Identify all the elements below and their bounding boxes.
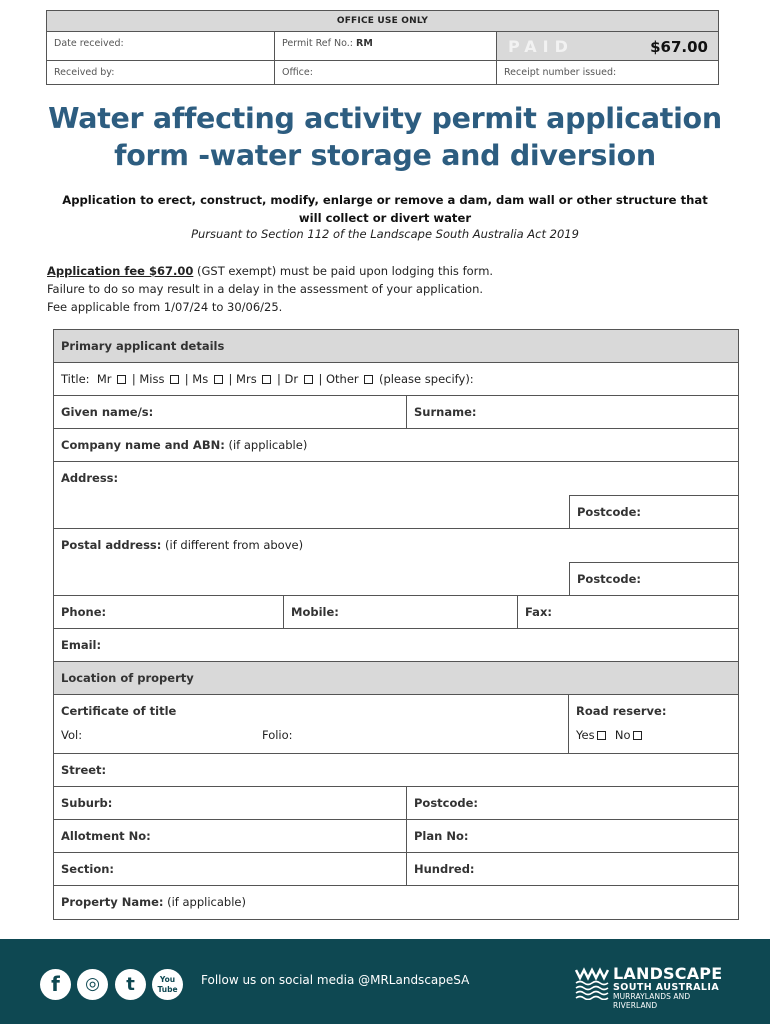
postal-postcode-field[interactable]: Postcode: [569, 562, 738, 595]
instagram-icon[interactable]: ◎ [77, 969, 108, 1000]
plan-no-field[interactable]: Plan No: [414, 829, 469, 843]
facebook-icon[interactable]: f [40, 969, 71, 1000]
office-use-box [46, 10, 719, 85]
road-reserve-no-checkbox[interactable] [633, 731, 642, 740]
location-header: Location of property [61, 671, 194, 685]
title-other-checkbox[interactable] [364, 375, 373, 384]
logo-region: MURRAYLANDS AND RIVERLAND [613, 992, 691, 1010]
title-miss-checkbox[interactable] [170, 375, 179, 384]
application-form [53, 329, 739, 920]
certificate-of-title-field[interactable]: Certificate of title Vol: Folio: [54, 695, 569, 753]
received-by-field[interactable]: Received by: [47, 61, 275, 84]
email-field[interactable]: Email: [61, 638, 102, 652]
permit-ref-field[interactable]: Permit Ref No.: RM [275, 32, 497, 60]
postal-address-field[interactable]: Postal address: (if different from above) Postcode: [54, 529, 738, 596]
property-postcode-field[interactable]: Postcode: [414, 796, 479, 810]
address-postcode-field[interactable]: Postcode: [569, 495, 738, 528]
follow-us-text: Follow us on social media @MRLandscapeSA [201, 973, 470, 987]
landscape-sa-logo [575, 964, 735, 1010]
title-dr-checkbox[interactable] [304, 375, 313, 384]
footer [0, 939, 770, 1024]
logo-title: LANDSCAPE [613, 964, 723, 983]
vol-label: Vol: [61, 728, 83, 742]
road-reserve-field: Road reserve: Yes No [576, 704, 667, 742]
primary-applicant-header: Primary applicant details [61, 339, 225, 353]
paid-watermark: PAID [508, 37, 574, 56]
receipt-number-field[interactable]: Receipt number issued: [504, 67, 617, 78]
subtitle: Application to erect, construct, modify, enlarge or remove a dam, dam wall or other structure that will collect or divert water [62, 193, 708, 225]
title-row: Title: Mr | Miss | Ms | Mrs | Dr | Other (please specify): [61, 372, 474, 386]
hundred-field[interactable]: Hundred: [414, 862, 475, 876]
pursuant-note: Pursuant to Section 112 of the Landscape South Australia Act 2019 [191, 227, 579, 241]
youtube-icon[interactable]: You Tube [152, 969, 183, 1000]
property-name-field[interactable]: Property Name: (if applicable) [61, 895, 246, 909]
mobile-field[interactable]: Mobile: [284, 596, 518, 628]
phone-field[interactable]: Phone: [54, 596, 284, 628]
section-field[interactable]: Section: [54, 853, 407, 885]
fax-field[interactable]: Fax: [525, 605, 552, 619]
allotment-field[interactable]: Allotment No: [54, 820, 407, 852]
twitter-icon[interactable]: t [115, 969, 146, 1000]
page-title: Water affecting activity permit application form -water storage and diversion [48, 102, 722, 172]
street-field[interactable]: Street: [61, 763, 107, 777]
title-ms-checkbox[interactable] [214, 375, 223, 384]
date-received-field[interactable]: Date received: [47, 32, 275, 60]
given-names-field[interactable]: Given name/s: [54, 396, 407, 428]
road-reserve-yes-checkbox[interactable] [597, 731, 606, 740]
office-field[interactable]: Office: [275, 61, 497, 84]
address-field[interactable]: Address: Postcode: [54, 462, 738, 529]
title-mr-checkbox[interactable] [117, 375, 126, 384]
office-use-header: OFFICE USE ONLY [47, 11, 718, 32]
permit-ref-prefix: RM [356, 38, 373, 49]
logo-subtitle: SOUTH AUSTRALIA [613, 982, 720, 993]
fee-amount: $67.00 [650, 38, 708, 56]
company-field[interactable]: Company name and ABN: (if applicable) [61, 438, 308, 452]
folio-label: Folio: [262, 728, 293, 742]
paid-cell [497, 32, 718, 60]
suburb-field[interactable]: Suburb: [54, 787, 407, 819]
surname-field[interactable]: Surname: [414, 405, 477, 419]
fee-notice: Application fee $67.00 (GST exempt) must be paid upon lodging this form. Failure to do so may result in a delay in the assessment of your application. Fee applicable from 1/07/24 to 30/06/25. [47, 264, 494, 314]
title-mrs-checkbox[interactable] [262, 375, 271, 384]
landscape-sa-logo-mark [575, 966, 609, 1000]
